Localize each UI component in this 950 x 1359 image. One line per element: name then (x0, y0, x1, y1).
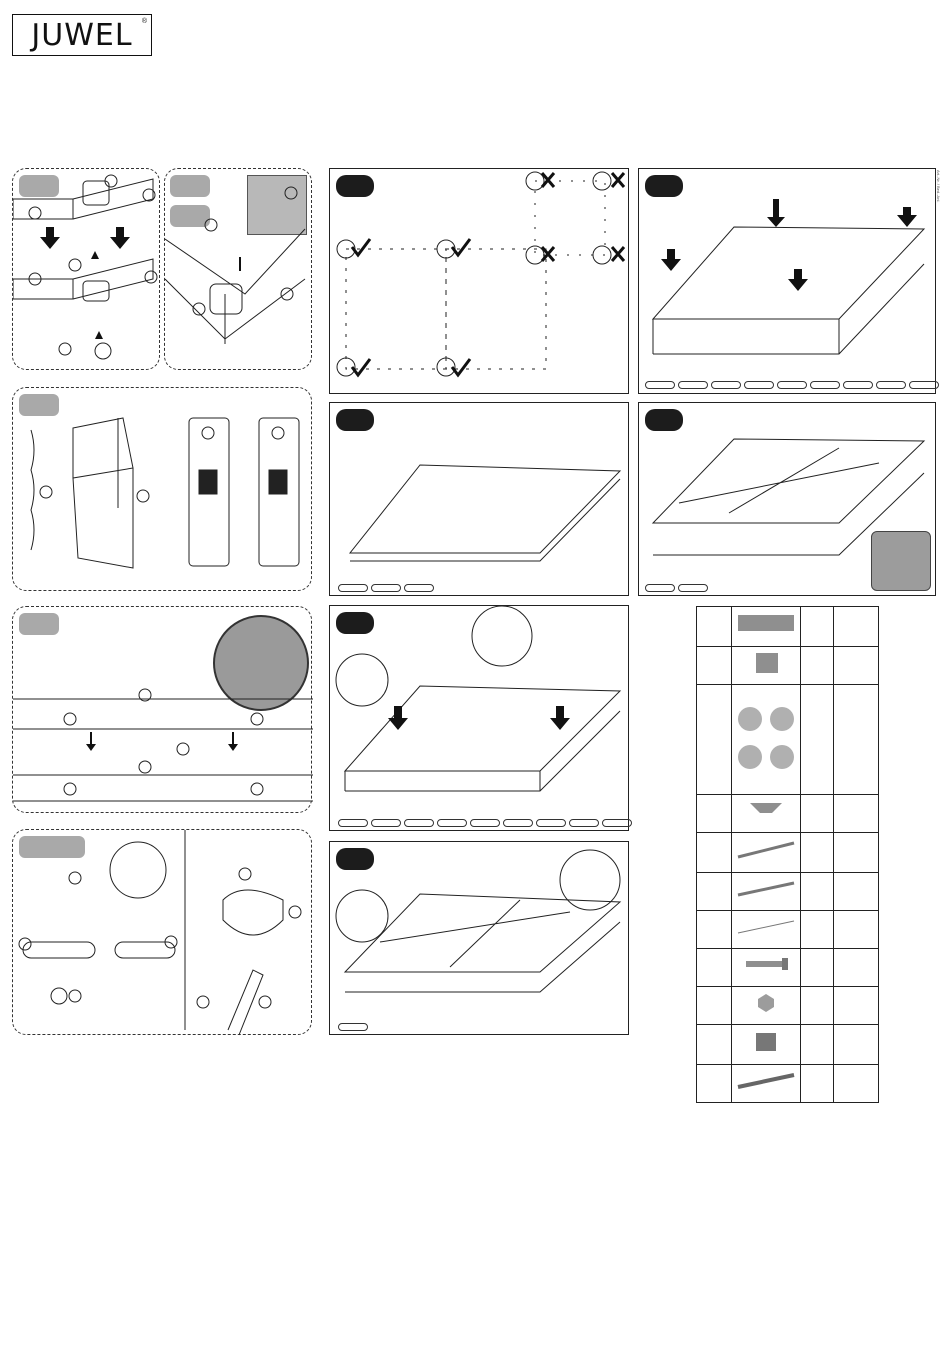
panel-wall-connector (12, 606, 312, 813)
check-icon (352, 239, 470, 375)
quantity-row (338, 584, 434, 592)
tube-clamp-icon (732, 795, 800, 827)
tube-icon (732, 1065, 800, 1097)
step-floor-frame (329, 402, 629, 596)
wall-connector-illustration (13, 607, 313, 814)
panel-corner-assembly (12, 168, 160, 370)
tube-connector-illustration (13, 830, 313, 1036)
bracing-fix-illustration (330, 842, 630, 1036)
step-cross-bracing (638, 402, 936, 596)
registered-mark: ® (141, 18, 147, 25)
document-code: Art.-Nr. / Bed.-Anl. (936, 170, 941, 203)
cross-bracing-illustration (639, 403, 937, 597)
quantity-row (645, 381, 939, 389)
tie-rod-illustration (13, 388, 313, 592)
brand-logo (12, 14, 152, 56)
parts-list (696, 606, 879, 1103)
brand-name: JUWEL (31, 17, 133, 53)
wire-icon (732, 911, 800, 943)
step-bracing-fix (329, 841, 629, 1035)
panel-tie-rod (12, 387, 312, 591)
cross-icon (542, 173, 624, 261)
step-layout-check (329, 168, 629, 394)
end-cap-icon (732, 1025, 800, 1059)
nut-icon (732, 987, 800, 1019)
corner-clips-illustration (330, 606, 630, 832)
quantity-row (645, 584, 708, 592)
tie-rod-short-icon (732, 873, 800, 905)
corner-illustration (13, 169, 161, 371)
step-corner-clips (329, 605, 629, 831)
wall-panel-icon (732, 607, 800, 641)
panel-tube-connector (12, 829, 312, 1035)
tie-rod-long-icon (732, 833, 800, 867)
connector-set-icon (732, 685, 800, 789)
corner-clip-icon (732, 647, 800, 679)
stakes-illustration (639, 169, 937, 395)
quantity-row (338, 819, 632, 827)
layout-check-illustration (330, 169, 630, 395)
quantity-row (338, 1023, 368, 1031)
corner-detail-illustration (165, 169, 313, 371)
panel-corner-detail (164, 168, 312, 370)
floor-frame-illustration (330, 403, 630, 597)
bolt-icon (732, 949, 800, 981)
step-stakes (638, 168, 936, 394)
